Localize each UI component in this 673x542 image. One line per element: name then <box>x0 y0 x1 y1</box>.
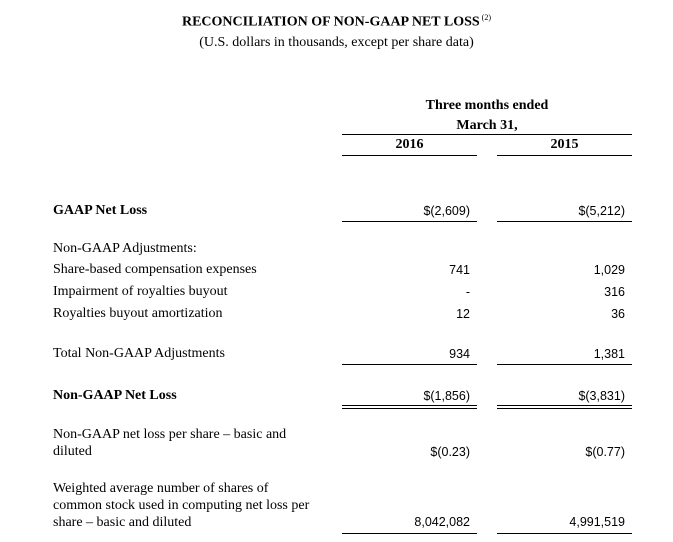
row-label-non-gaap-net-loss: Non-GAAP Net Loss <box>53 388 177 403</box>
column-header-2016: 2016 <box>395 137 424 152</box>
value-impairment-2015: 316 <box>604 285 625 299</box>
row-label-adjustments-heading: Non-GAAP Adjustments: <box>53 241 197 256</box>
column-header-2015: 2015 <box>550 137 579 152</box>
value-total-adjustments-2015: 1,381 <box>593 347 625 361</box>
title-text: RECONCILIATION OF NON-GAAP NET LOSS <box>181 14 480 30</box>
value-non-gaap-net-loss-2016: $(1,856) <box>423 389 470 403</box>
value-weighted-shares-2016: 8,042,082 <box>414 515 470 529</box>
page-subtitle: (U.S. dollars in thousands, except per share data) <box>199 35 474 50</box>
column-rule-2015 <box>497 155 632 156</box>
value-impairment-2016: - <box>465 285 470 299</box>
double-rule-net-loss-2015 <box>497 405 632 409</box>
row-label-impairment: Impairment of royalties buyout <box>53 284 228 299</box>
title-footnote: (2) <box>481 13 491 22</box>
row-label-gaap-net-loss: GAAP Net Loss <box>53 203 148 218</box>
column-rule-2016 <box>342 155 477 156</box>
value-gaap-net-loss-2016: $(2,609) <box>423 204 470 218</box>
rule-total-2015 <box>497 364 632 365</box>
period-rule <box>342 134 632 135</box>
value-gaap-net-loss-2015: $(5,212) <box>578 204 625 218</box>
value-non-gaap-net-loss-2015: $(3,831) <box>578 389 625 403</box>
weighted-shares-label-line3: share – basic and diluted <box>53 515 192 530</box>
rule-weighted-2016 <box>342 533 477 534</box>
double-rule-net-loss-2016 <box>342 405 477 409</box>
value-amortization-2015: 36 <box>611 307 625 321</box>
row-label-share-based: Share-based compensation expenses <box>53 262 257 277</box>
row-label-weighted-shares <box>53 480 343 531</box>
value-per-share-2016: $(0.23) <box>430 445 470 459</box>
weighted-shares-label-line2: common stock used in computing net loss per <box>53 498 310 513</box>
rule-gaap-2016 <box>342 221 477 222</box>
value-share-based-2015: 1,029 <box>593 263 625 277</box>
per-share-label-line1: Non-GAAP net loss per share – basic and <box>53 427 287 442</box>
rule-total-2016 <box>342 364 477 365</box>
value-total-adjustments-2016: 934 <box>449 347 470 361</box>
value-amortization-2016: 12 <box>456 307 470 321</box>
value-per-share-2015: $(0.77) <box>585 445 625 459</box>
weighted-shares-label-line1: Weighted average number of shares of <box>53 481 269 496</box>
row-label-amortization: Royalties buyout amortization <box>53 306 223 321</box>
rule-weighted-2015 <box>497 533 632 534</box>
period-heading-line1: Three months ended <box>425 98 549 113</box>
row-label-per-share <box>53 426 343 460</box>
page-title <box>0 13 673 31</box>
rule-gaap-2015 <box>497 221 632 222</box>
value-weighted-shares-2015: 4,991,519 <box>569 515 625 529</box>
row-label-total-adjustments: Total Non-GAAP Adjustments <box>53 346 225 361</box>
per-share-label-line2: diluted <box>53 444 92 459</box>
value-share-based-2016: 741 <box>449 263 470 277</box>
period-heading-line2: March 31, <box>456 118 518 133</box>
